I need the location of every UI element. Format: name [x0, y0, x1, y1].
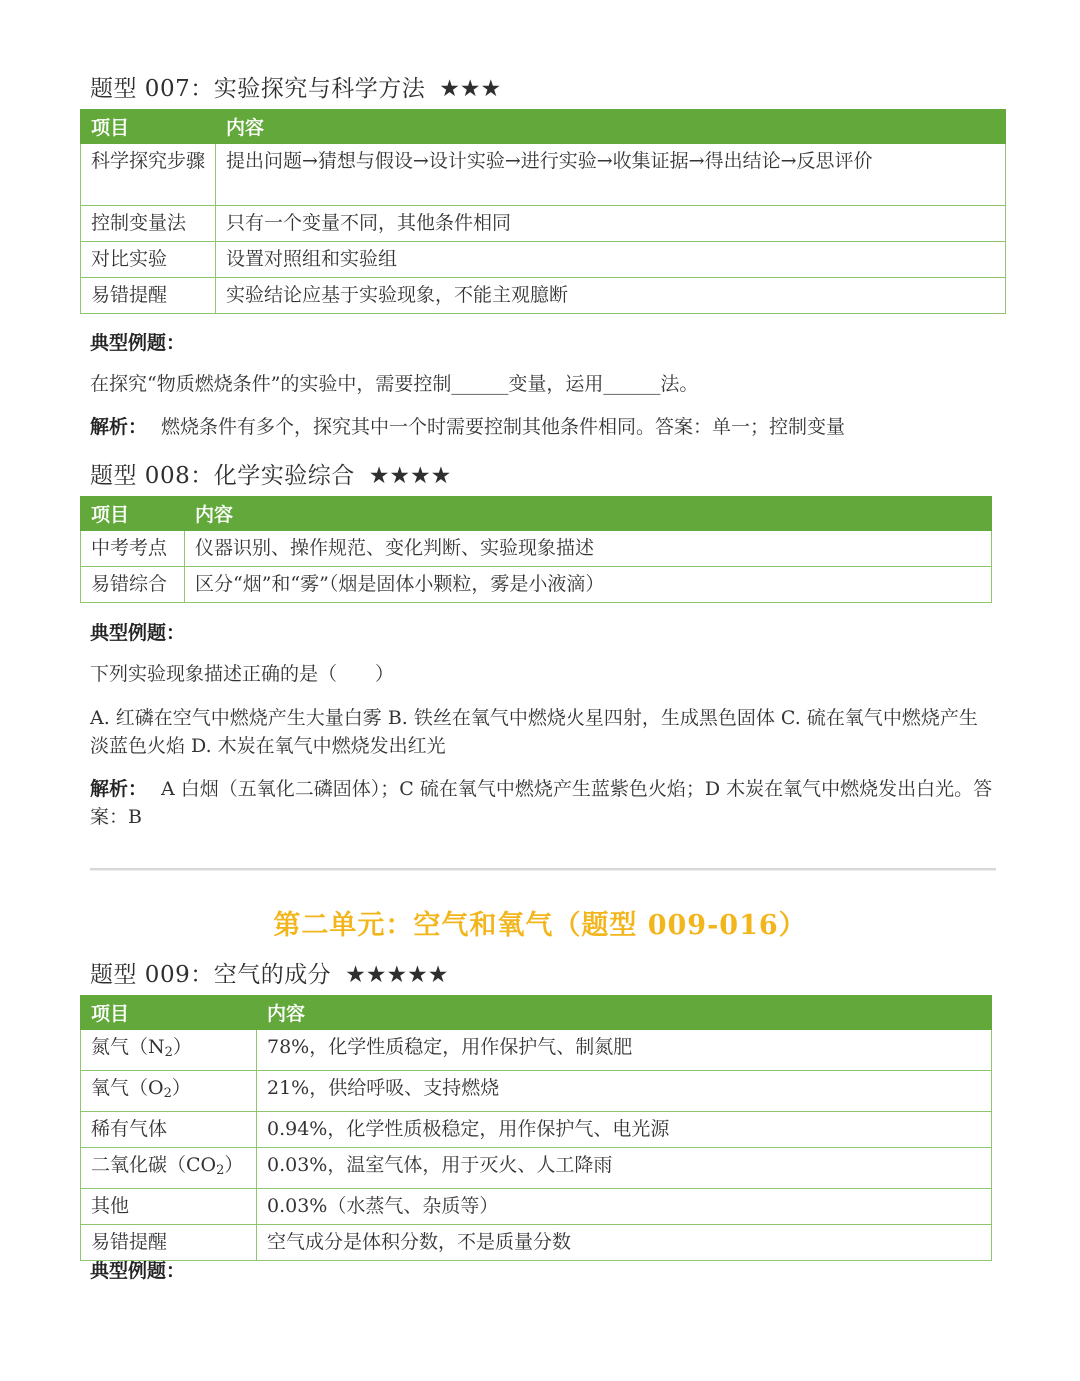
analysis-block [90, 775, 995, 831]
table-row [81, 531, 992, 567]
row-label: 易错综合 [81, 567, 185, 603]
subscript: 2 [216, 1163, 225, 1178]
row-label-close: ） [224, 1154, 244, 1176]
section-title: 题型 009：空气的成分 [90, 962, 332, 988]
difficulty-stars: ★★★★★ [345, 962, 449, 988]
table-row [81, 1148, 992, 1189]
section-divider [90, 868, 996, 871]
row-label [81, 1148, 257, 1189]
table-row [81, 1071, 992, 1112]
row-content: 区分“烟”和“雾”（烟是固体小颗粒，雾是小液滴） [185, 567, 992, 603]
table-009 [80, 995, 992, 1261]
row-content: 仪器识别、操作规范、变化判断、实验现象描述 [185, 531, 992, 567]
col-header-content: 内容 [185, 497, 992, 531]
table-row [81, 1030, 992, 1071]
table-row [81, 567, 992, 603]
difficulty-stars: ★★★★ [368, 463, 452, 489]
row-label [81, 1071, 257, 1112]
row-label: 科学探究步骤 [81, 144, 216, 206]
table-row [81, 1189, 992, 1225]
row-label-text: 二氧化碳（CO [91, 1154, 217, 1176]
row-content: 0.94%，化学性质极稳定，用作保护气、电光源 [257, 1112, 992, 1148]
row-label: 稀有气体 [81, 1112, 257, 1148]
row-label-text: 氮气（N [91, 1036, 165, 1058]
section-heading-009 [90, 956, 448, 989]
example-label: 典型例题： [90, 332, 186, 354]
row-label [81, 1030, 257, 1071]
row-content: 21%，供给呼吸、支持燃烧 [257, 1071, 992, 1112]
row-label: 控制变量法 [81, 206, 216, 242]
row-content: 设置对照组和实验组 [216, 242, 1006, 278]
section-title: 题型 007：实验探究与科学方法 [90, 76, 426, 102]
row-label: 其他 [81, 1189, 257, 1225]
row-content: 空气成分是体积分数，不是质量分数 [257, 1225, 992, 1261]
row-content: 只有一个变量不同，其他条件相同 [216, 206, 1006, 242]
col-header-content: 内容 [257, 996, 992, 1030]
question-options: A. 红磷在空气中燃烧产生大量白雾 B. 铁丝在氧气中燃烧火星四射，生成黑色固体 C. 硫在氧气中燃烧产生淡蓝色火焰 D. 木炭在氧气中燃烧发出红光 [90, 707, 978, 757]
analysis-text: A 白烟（五氧化二磷固体）；C 硫在氧气中燃烧产生蓝紫色火焰；D 木炭在氧气中燃烧发出白光。答案：B [90, 778, 993, 828]
row-content: 0.03%（水蒸气、杂质等） [257, 1189, 992, 1225]
table-row [81, 144, 1006, 206]
analysis-block [90, 413, 990, 441]
table-header-row [81, 996, 992, 1030]
row-content: 实验结论应基于实验现象，不能主观臆断 [216, 278, 1006, 314]
table-row [81, 1112, 992, 1148]
table-row [81, 1225, 992, 1261]
analysis-label: 解析： [90, 416, 148, 438]
col-header-item: 项目 [81, 497, 185, 531]
example-label: 典型例题： [90, 622, 186, 644]
row-label: 对比实验 [81, 242, 216, 278]
unit-title: 第二单元：空气和氧气（题型 009-016） [273, 910, 807, 941]
table-007 [80, 109, 1006, 314]
col-header-item: 项目 [81, 110, 216, 144]
row-content: 78%，化学性质稳定，用作保护气、制氮肥 [257, 1030, 992, 1071]
col-header-content: 内容 [216, 110, 1006, 144]
row-label-close: ） [172, 1036, 192, 1058]
question-text: 下列实验现象描述正确的是（ ） [90, 663, 395, 685]
table-row [81, 206, 1006, 242]
subscript: 2 [164, 1045, 173, 1060]
section-title: 题型 008：化学实验综合 [90, 463, 355, 489]
table-008 [80, 496, 992, 603]
row-label: 中考考点 [81, 531, 185, 567]
example-label: 典型例题： [90, 1260, 186, 1282]
table-header-row [81, 497, 992, 531]
question-text: 在探究“物质燃烧条件”的实验中，需要控制______变量，运用______法。 [90, 373, 699, 395]
row-label-text: 氧气（O [91, 1077, 164, 1099]
row-label: 易错提醒 [81, 1225, 257, 1261]
table-row [81, 242, 1006, 278]
table-row [81, 278, 1006, 314]
analysis-label: 解析： [90, 778, 148, 800]
row-content: 0.03%，温室气体，用于灭火、人工降雨 [257, 1148, 992, 1189]
section-heading-008 [90, 457, 451, 490]
col-header-item: 项目 [81, 996, 257, 1030]
subscript: 2 [163, 1086, 172, 1101]
row-label-close: ） [171, 1077, 191, 1099]
difficulty-stars: ★★★ [439, 76, 502, 102]
row-content: 提出问题→猜想与假设→设计实验→进行实验→收集证据→得出结论→反思评价 [216, 144, 1006, 206]
row-label: 易错提醒 [81, 278, 216, 314]
section-heading-007 [90, 70, 501, 103]
analysis-text: 燃烧条件有多个，探究其中一个时需要控制其他条件相同。答案：单一；控制变量 [161, 416, 846, 438]
table-header-row [81, 110, 1006, 144]
